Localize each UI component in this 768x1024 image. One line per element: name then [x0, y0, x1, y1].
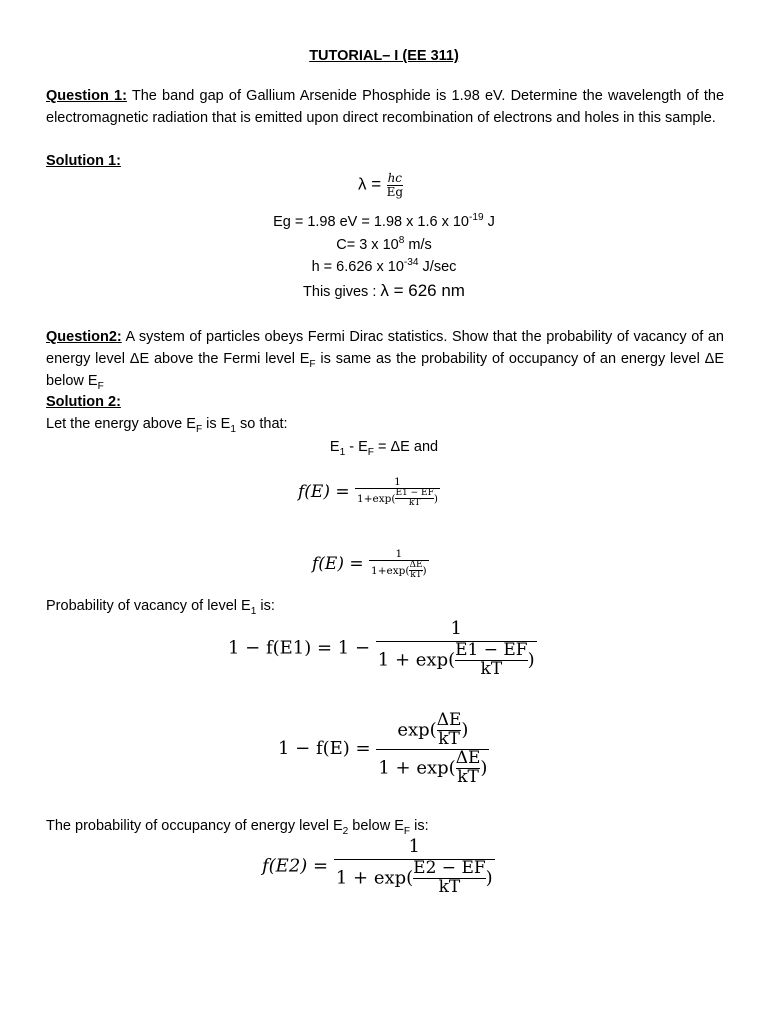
denominator: kT — [457, 766, 479, 787]
let-energy-line — [46, 416, 288, 435]
eg-exponent: -19 — [468, 212, 484, 224]
numerator: 1 — [376, 618, 537, 642]
numerator: 1 — [334, 836, 495, 860]
occupancy-eq — [262, 836, 495, 897]
h-exponent: -34 — [403, 257, 419, 269]
denominator: kT — [408, 498, 421, 509]
denominator: kT — [410, 570, 422, 581]
text: ) — [433, 492, 438, 505]
vacancy-eq-2 — [278, 712, 489, 786]
page-title: TUTORIAL– I (EE 311) — [309, 48, 459, 64]
sub-f: F — [309, 358, 316, 370]
inner-fraction — [455, 747, 481, 787]
denominator — [334, 860, 495, 897]
hc-over-eg — [387, 172, 403, 198]
numerator: 1 — [369, 548, 429, 561]
eg-value: Eg = 1.98 eV = 1.98 x 1.6 x 10 — [273, 214, 469, 230]
sub-f: F — [403, 825, 411, 837]
inner-fraction — [395, 489, 433, 509]
text: = ΔE and — [373, 439, 439, 455]
question-2-text-b: is same as the probability of occupancy of an energy level ΔE below E — [46, 351, 725, 389]
numerator: 1 — [355, 476, 440, 489]
fE-lhs: f(E) = — [312, 553, 364, 574]
numerator: ΔE — [436, 710, 462, 730]
fE-lhs: f(E) = — [298, 481, 350, 502]
text: exp( — [397, 719, 437, 741]
text: Let the energy above E — [46, 416, 196, 432]
denominator: kT — [438, 728, 460, 749]
text: 1 + exp( — [335, 867, 414, 889]
text: E — [329, 439, 340, 455]
lhs — [228, 637, 370, 658]
question-1-text: The band gap of Gallium Arsenide Phosphide is 1.98 eV. Determine the wavelength of the electromagnetic radiation that is emitted upon direct recombination of electrons and holes in this sample. — [46, 88, 725, 126]
fraction — [369, 548, 429, 581]
lhs: 1 − f(E) = — [278, 738, 371, 760]
sub-f: F — [367, 446, 374, 458]
text: - E — [345, 439, 368, 455]
numerator: E1 − EF — [395, 488, 434, 498]
fraction — [334, 836, 495, 897]
text: 1+exp( — [357, 492, 396, 505]
occupancy-line — [46, 818, 429, 837]
inner-fraction — [413, 860, 485, 897]
h-value: h = 6.626 x 10 — [311, 259, 404, 275]
inner-fraction — [455, 642, 527, 679]
inner-fraction — [437, 712, 462, 749]
text: 1 + exp( — [377, 649, 456, 671]
question-2-label: Question2: — [46, 329, 122, 345]
question-2 — [46, 326, 724, 392]
text: is: — [410, 818, 429, 834]
fermi-function-eq-2 — [312, 548, 429, 581]
c-exponent: 8 — [398, 235, 405, 247]
text: ) — [461, 719, 469, 741]
text: below E — [348, 818, 404, 834]
fermi-function-eq-1 — [298, 476, 440, 509]
result-line — [0, 281, 768, 301]
vacancy-line — [46, 598, 275, 617]
sub-1: 1 — [250, 605, 257, 617]
eg-line — [0, 214, 768, 230]
numerator — [376, 712, 489, 750]
h-line — [0, 259, 768, 275]
denominator: kT — [438, 876, 461, 897]
question-1 — [46, 85, 724, 129]
vacancy-eq-1 — [228, 618, 537, 679]
numerator: E1 − EF — [455, 640, 528, 660]
fraction — [376, 618, 537, 679]
sub-1: 1 — [339, 446, 346, 458]
solution-2-label: Solution 2: — [46, 394, 121, 410]
result-prefix: This gives : — [303, 284, 381, 300]
text: The probability of occupancy of energy level E — [46, 818, 343, 834]
solution-1-label: Solution 1: — [46, 153, 121, 169]
denominator — [355, 489, 440, 509]
text: ) — [485, 867, 493, 889]
denominator — [376, 747, 489, 787]
c-unit: m/s — [404, 237, 432, 253]
text: ) — [480, 757, 488, 779]
wavelength-formula — [358, 172, 403, 198]
lambda-symbol: λ = — [358, 174, 382, 194]
hc-numerator: ℎc — [387, 171, 403, 185]
h-unit: J/sec — [418, 259, 457, 275]
inner-fraction — [409, 561, 422, 581]
eg-unit: J — [483, 214, 495, 230]
text: 1+exp( — [371, 564, 410, 577]
eg-denominator: Eg — [386, 184, 404, 199]
denominator: kT — [480, 658, 503, 679]
text: is E — [202, 416, 231, 432]
c-line — [0, 237, 768, 253]
result-value: λ = 626 nm — [380, 281, 465, 300]
text: so that: — [235, 416, 288, 432]
question-1-label: Question 1: — [46, 88, 127, 104]
sub-f: F — [195, 423, 203, 435]
numerator: ΔE — [409, 560, 423, 570]
denominator — [369, 561, 429, 581]
numerator: ΔE — [455, 747, 481, 768]
sub-f: F — [97, 380, 104, 392]
text: 1 − f(E1) = 1 − — [228, 637, 371, 659]
numerator: E2 − EF — [413, 858, 486, 878]
sub-2: 2 — [342, 825, 349, 837]
text: is: — [256, 598, 275, 614]
text: ) — [527, 649, 535, 671]
question-2-text-a: A system of particles obeys Fermi Dirac statistics. Show that the probability of vacancy of an energy level ΔE above the Fermi level E — [46, 329, 724, 367]
sub-1: 1 — [230, 423, 236, 435]
text: 1 + exp( — [378, 757, 456, 779]
text: ) — [422, 564, 427, 577]
fraction — [355, 476, 440, 509]
lhs: f(E2) = — [262, 855, 329, 877]
text: Probability of vacancy of level E — [46, 598, 251, 614]
energy-relation — [0, 439, 768, 458]
c-value: C= 3 x 10 — [336, 237, 399, 253]
denominator — [376, 642, 537, 679]
fraction — [376, 712, 489, 786]
